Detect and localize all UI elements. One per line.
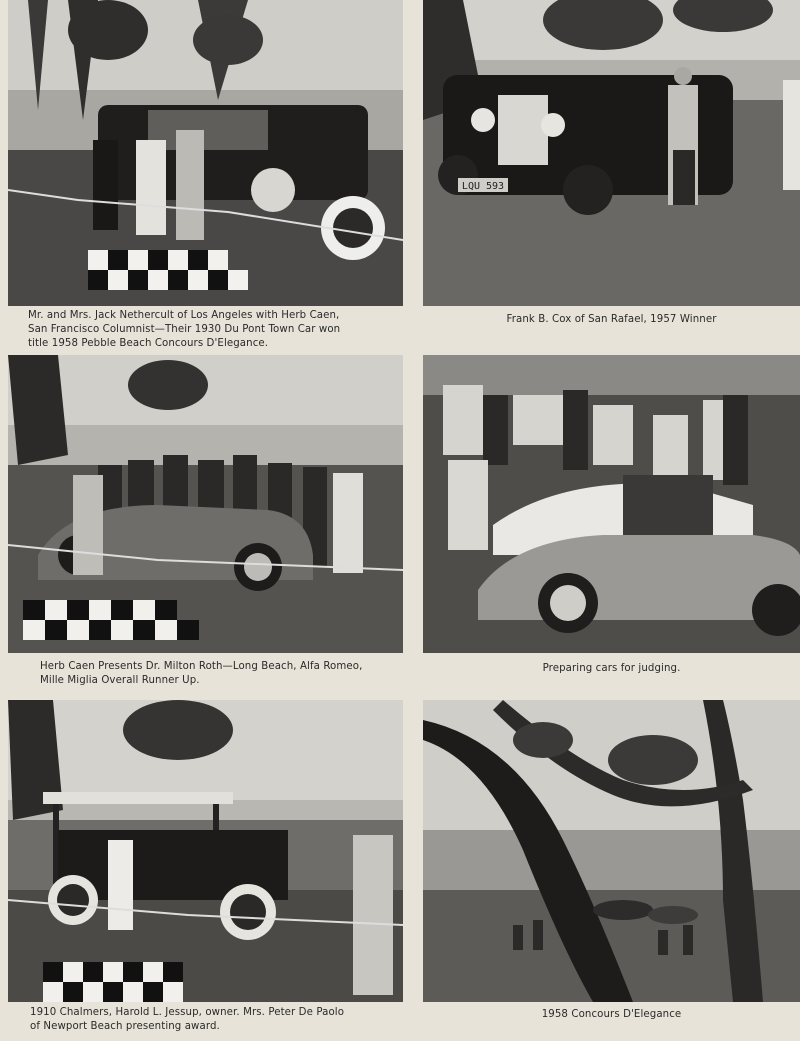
- photo-preparing-cars: [423, 355, 800, 653]
- photo-1957-winner: [423, 0, 800, 306]
- caption-photo-4: Preparing cars for judging.: [542, 663, 681, 674]
- license-plate-text: LQU 593: [461, 181, 505, 192]
- caption-photo-5: 1910 Chalmers, Harold L. Jessup, owner. Mrs. Peter De Paolo of Newport Beach presenting award.: [30, 1007, 345, 1032]
- photo-alfa-romeo: [8, 355, 403, 653]
- caption-photo-3: Herb Caen Presents Dr. Milton Roth—Long Beach, Alfa Romeo, Mille Miglia Overall Runner Up.: [40, 661, 363, 686]
- photo-1910-chalmers: [8, 700, 403, 1002]
- photo-du-pont-town-car: [8, 0, 403, 306]
- photo-1958-concours: [423, 700, 800, 1002]
- caption-photo-1: Mr. and Mrs. Jack Nethercult of Los Angeles with Herb Caen, San Francisco Columnist—Their 1930 Du Pont Town Car won title 1958 Pebble Beach Concours D'Elegance.: [28, 310, 341, 349]
- caption-photo-6: 1958 Concours D'Elegance: [541, 1009, 682, 1020]
- caption-photo-2: Frank B. Cox of San Rafael, 1957 Winner: [506, 314, 717, 325]
